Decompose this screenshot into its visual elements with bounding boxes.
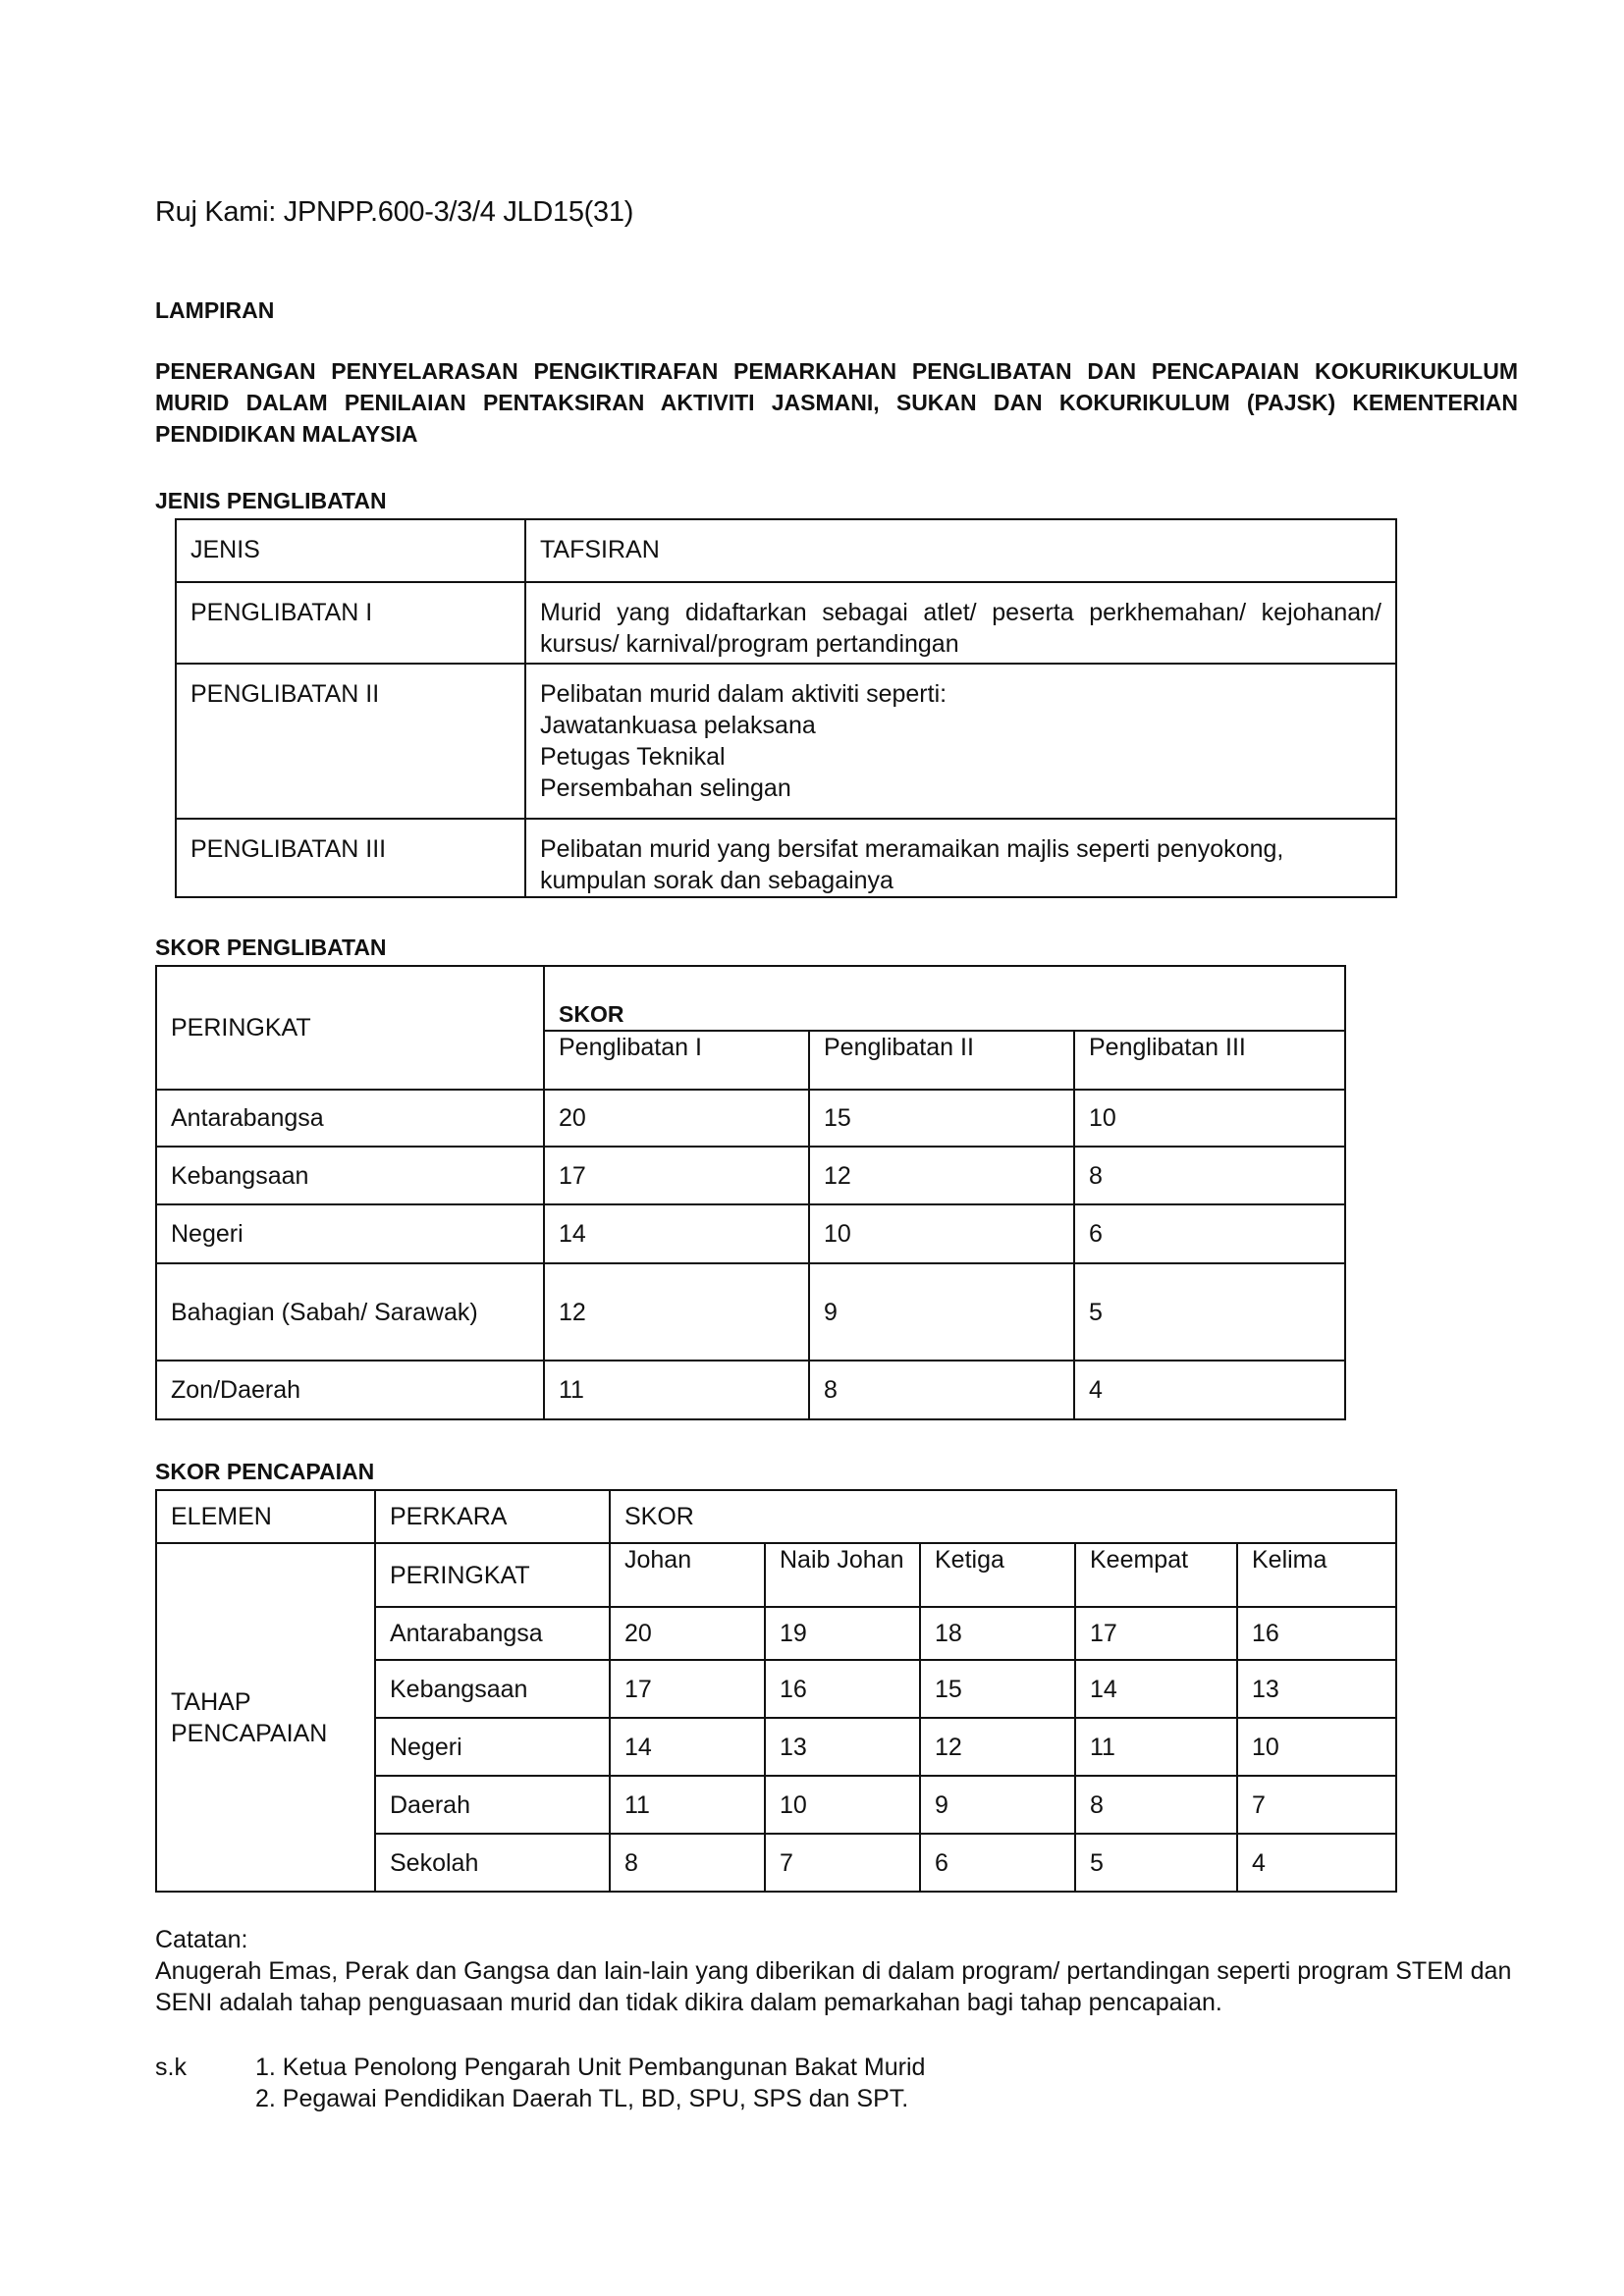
- score-cell: 11: [610, 1776, 765, 1834]
- score-cell: 7: [765, 1834, 920, 1892]
- score-cell: 14: [544, 1204, 809, 1263]
- score-cell: 5: [1075, 1834, 1237, 1892]
- score-cell: 10: [765, 1776, 920, 1834]
- column-header: Naib Johan: [765, 1543, 920, 1607]
- table-row: [176, 582, 1396, 664]
- peringkat-cell: Negeri: [156, 1204, 544, 1263]
- score-cell: 12: [809, 1147, 1074, 1204]
- score-cell: 12: [920, 1718, 1075, 1776]
- skor-penglibatan-table: [155, 965, 1346, 1420]
- lampiran-label: LAMPIRAN: [155, 297, 275, 323]
- jenis-cell: PENGLIBATAN II: [176, 664, 525, 819]
- score-cell: 10: [809, 1204, 1074, 1263]
- score-cell: 6: [920, 1834, 1075, 1892]
- table-row: [156, 1204, 1345, 1263]
- table-row: [156, 1147, 1345, 1204]
- score-cell: 16: [765, 1660, 920, 1718]
- notes-label: Catatan:: [155, 1926, 248, 1953]
- score-cell: 10: [1237, 1718, 1396, 1776]
- score-cell: 14: [610, 1718, 765, 1776]
- section-heading-skor-penglibatan: SKOR PENGLIBATAN: [155, 934, 387, 960]
- peringkat-cell: Daerah: [375, 1776, 610, 1834]
- skor-header: SKOR: [610, 1490, 1396, 1543]
- column-header: Ketiga: [920, 1543, 1075, 1607]
- table-row: [176, 819, 1396, 897]
- score-cell: 18: [920, 1607, 1075, 1660]
- score-cell: 17: [610, 1660, 765, 1718]
- tafsiran-line: Persembahan selingan: [540, 774, 791, 802]
- tafsiran-line: Pelibatan murid dalam aktiviti seperti:: [540, 680, 947, 708]
- table-header-row: [176, 519, 1396, 582]
- table-row: [156, 1263, 1345, 1361]
- document-title: PENERANGAN PENYELARASAN PENGIKTIRAFAN PEMARKAHAN PENGLIBATAN DAN PENCAPAIAN KOKURIKUKULUM MURID DALAM PENILAIAN PENTAKSIRAN AKTIVITI JASMANI, SUKAN DAN KOKURIKULUM (PAJSK) KEMENTERIAN PENDIDIKAN MALAYSIA: [155, 358, 1518, 447]
- score-cell: 17: [1075, 1607, 1237, 1660]
- elemen-header: ELEMEN: [156, 1490, 375, 1543]
- peringkat-header: PERINGKAT: [375, 1543, 610, 1607]
- score-cell: 8: [610, 1834, 765, 1892]
- score-cell: 8: [1075, 1776, 1237, 1834]
- score-cell: 8: [809, 1361, 1074, 1419]
- table-row: [156, 1361, 1345, 1419]
- table-header-row: [156, 966, 1345, 1031]
- score-cell: 17: [544, 1147, 809, 1204]
- score-cell: 19: [765, 1607, 920, 1660]
- column-header: TAFSIRAN: [525, 519, 1396, 582]
- reference-number: Ruj Kami: JPNPP.600-3/3/4 JLD15(31): [155, 196, 634, 228]
- notes-section: [155, 1924, 1530, 2018]
- score-cell: 15: [809, 1090, 1074, 1147]
- score-cell: 7: [1237, 1776, 1396, 1834]
- jenis-penglibatan-table: [175, 518, 1397, 898]
- score-cell: 5: [1074, 1263, 1345, 1361]
- tafsiran-line: Jawatankuasa pelaksana: [540, 712, 816, 739]
- jenis-cell: PENGLIBATAN III: [176, 819, 525, 897]
- score-cell: 20: [544, 1090, 809, 1147]
- score-cell: 13: [765, 1718, 920, 1776]
- sk-item: 2. Pegawai Pendidikan Daerah TL, BD, SPU, SPS dan SPT.: [255, 2085, 909, 2112]
- peringkat-cell: Sekolah: [375, 1834, 610, 1892]
- table-row: [176, 664, 1396, 819]
- score-cell: 15: [920, 1660, 1075, 1718]
- column-header: Penglibatan I: [544, 1031, 809, 1090]
- notes-text: Anugerah Emas, Perak dan Gangsa dan lain-lain yang diberikan di dalam program/ pertandingan seperti program STEM dan SENI adalah tahap penguasaan murid dan tidak dikira dalam pemarkahan bagi tahap pencapaian.: [155, 1957, 1512, 2016]
- sk-item: 1. Ketua Penolong Pengarah Unit Pembangunan Bakat Murid: [255, 2054, 926, 2081]
- score-cell: 9: [920, 1776, 1075, 1834]
- score-cell: 8: [1074, 1147, 1345, 1204]
- peringkat-cell: Kebangsaan: [156, 1147, 544, 1204]
- score-cell: 12: [544, 1263, 809, 1361]
- perkara-header: PERKARA: [375, 1490, 610, 1543]
- peringkat-cell: Zon/Daerah: [156, 1361, 544, 1419]
- elemen-cell: TAHAP PENCAPAIAN: [156, 1543, 375, 1892]
- peringkat-cell: Antarabangsa: [156, 1090, 544, 1147]
- column-header: Kelima: [1237, 1543, 1396, 1607]
- tafsiran-cell: [525, 664, 1396, 819]
- column-header: JENIS: [176, 519, 525, 582]
- skor-pencapaian-table: [155, 1489, 1397, 1893]
- peringkat-cell: Kebangsaan: [375, 1660, 610, 1718]
- score-cell: 4: [1074, 1361, 1345, 1419]
- score-cell: 10: [1074, 1090, 1345, 1147]
- tafsiran-line: Petugas Teknikal: [540, 743, 726, 771]
- score-cell: 11: [1075, 1718, 1237, 1776]
- score-cell: 20: [610, 1607, 765, 1660]
- tafsiran-cell: Murid yang didaftarkan sebagai atlet/ peserta perkhemahan/ kejohanan/ kursus/ karnival/program pertandingan: [525, 582, 1396, 664]
- table-subheader-row: [156, 1543, 1396, 1607]
- table-row: [156, 1090, 1345, 1147]
- table-header-row: [156, 1490, 1396, 1543]
- tafsiran-cell: Pelibatan murid yang bersifat meramaikan majlis seperti penyokong, kumpulan sorak dan sebagainya: [525, 819, 1396, 897]
- column-header: Johan: [610, 1543, 765, 1607]
- score-cell: 13: [1237, 1660, 1396, 1718]
- sk-label: s.k: [155, 2054, 187, 2081]
- peringkat-cell: Bahagian (Sabah/ Sarawak): [156, 1263, 544, 1361]
- peringkat-cell: Antarabangsa: [375, 1607, 610, 1660]
- peringkat-cell: Negeri: [375, 1718, 610, 1776]
- section-heading-skor-pencapaian: SKOR PENCAPAIAN: [155, 1459, 375, 1484]
- score-cell: 4: [1237, 1834, 1396, 1892]
- jenis-cell: PENGLIBATAN I: [176, 582, 525, 664]
- score-cell: 9: [809, 1263, 1074, 1361]
- column-header: Penglibatan II: [809, 1031, 1074, 1090]
- column-header: Keempat: [1075, 1543, 1237, 1607]
- score-cell: 14: [1075, 1660, 1237, 1718]
- score-cell: 16: [1237, 1607, 1396, 1660]
- section-heading-jenis-penglibatan: JENIS PENGLIBATAN: [155, 488, 387, 513]
- peringkat-header: PERINGKAT: [156, 966, 544, 1090]
- skor-header: SKOR: [544, 966, 1345, 1031]
- score-cell: 11: [544, 1361, 809, 1419]
- score-cell: 6: [1074, 1204, 1345, 1263]
- sk-section: [155, 2052, 925, 2114]
- column-header: Penglibatan III: [1074, 1031, 1345, 1090]
